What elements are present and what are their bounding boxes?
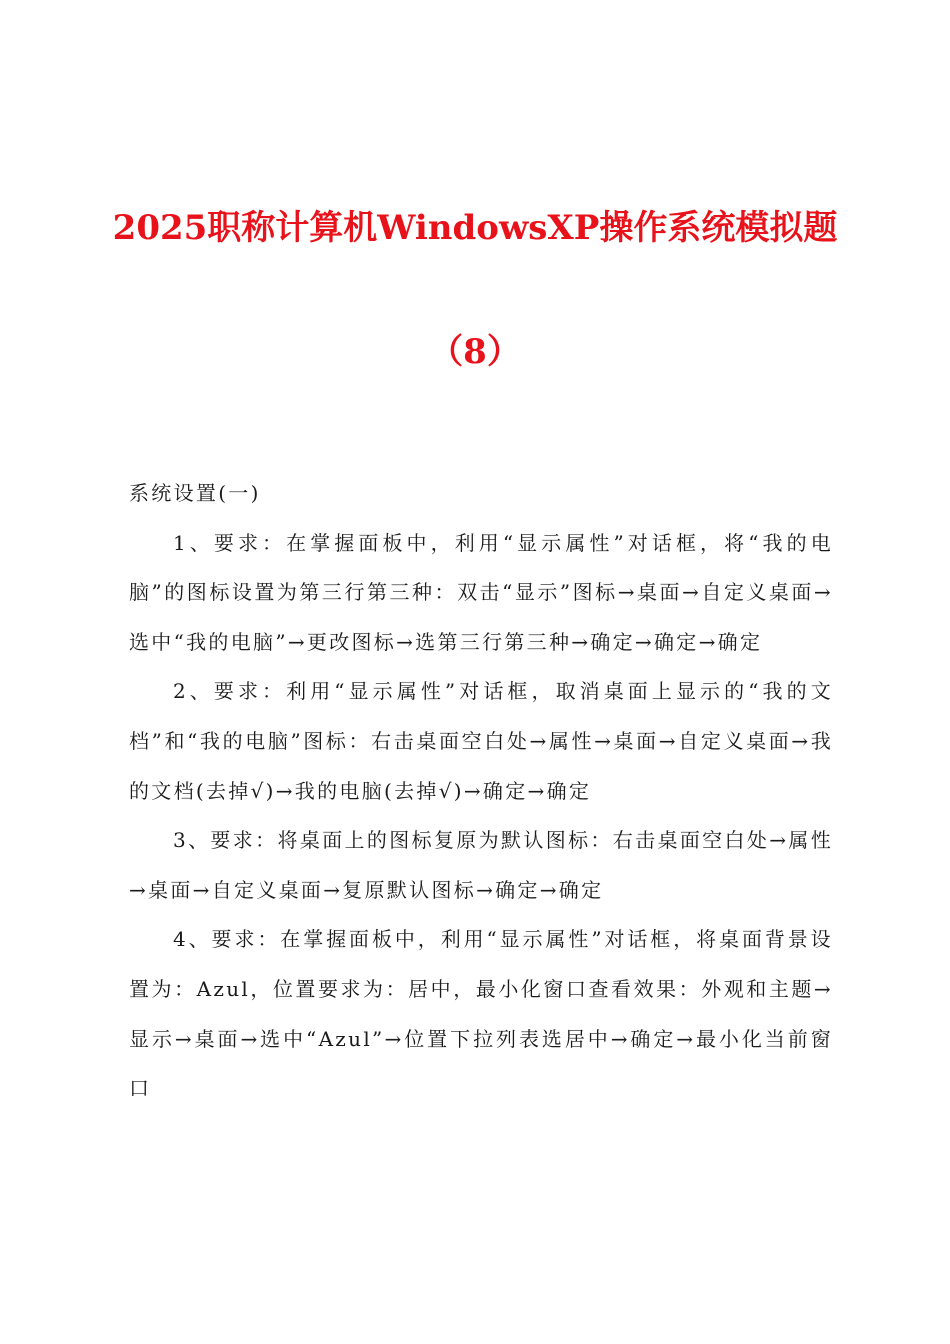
section-heading: 系统设置(一) [129,481,261,505]
document-title-number: （8） [429,332,521,372]
document-title: 2025职称计算机WindowsXP操作系统模拟题 [112,208,838,248]
document-body [129,469,833,1114]
paragraph-4: 4、要求：在掌握面板中，利用“显示属性”对话框，将桌面背景设置为：Azul，位置要求为：居中，最小化窗口查看效果：外观和主题→显示→桌面→选中“Azul”→位置下拉列表选居中→确定→最小化当前窗口 [129,927,833,1101]
paragraph-2: 2、要求：利用“显示属性”对话框，取消桌面上显示的“我的文档”和“我的电脑”图标：右击桌面空白处→属性→桌面→自定义桌面→我的文档(去掉√)→我的电脑(去掉√)→确定→确定 [129,679,833,803]
paragraph-3: 3、要求：将桌面上的图标复原为默认图标：右击桌面空白处→属性→桌面→自定义桌面→复原默认图标→确定→确定 [129,828,833,902]
paragraph-1: 1、要求：在掌握面板中，利用“显示属性”对话框，将“我的电脑”的图标设置为第三行第三种：双击“显示”图标→桌面→自定义桌面→选中“我的电脑”→更改图标→选第三行第三种→确定→确定→确定 [129,530,833,654]
